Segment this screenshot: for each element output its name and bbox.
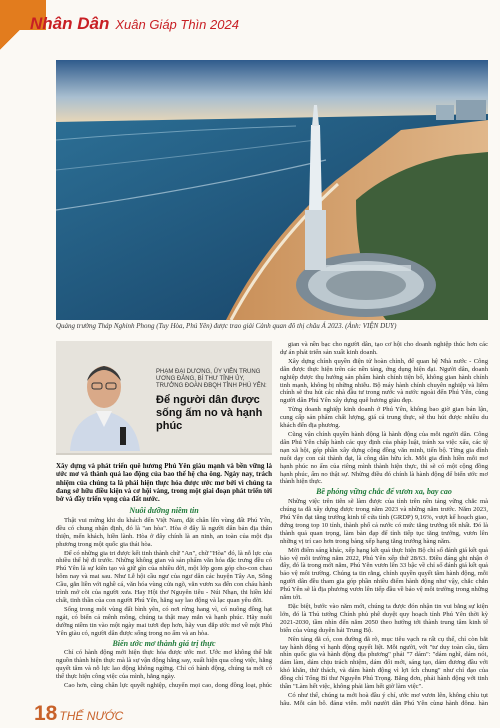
- section-heading: Biến ước mơ thành giá trị thực: [112, 638, 216, 648]
- paragraph: Sống trong môi vùng đất bình yên, có nơi rừng hang vì, có nuông đồng hạt ngát, có biển cả mênh mông, chúng ta thật may mắn và hạnh phúc. Hãy nuôi dưỡng niềm tin vào một ngày mai tươi đẹp hơn, hãy vun đắp ước mơ về một Phú Yên giàu có, người dân được sống trong no ấm và an hòa.: [56, 605, 272, 637]
- interview-header: [56, 341, 272, 455]
- paragraph: Cũng vận chính quyền hành động là hành động của mỗi người dân. Công dân Phú Yên chấp hành các quy định của pháp luật, tránh xa việc xấu, các tệ nạn xã hội, góp phần xây dựng cộng đồng văn minh, tiến bộ. Từng gia đình nuôi dạy con cái thành đạt, là công dân hữu ích. Mỗi gia đình hiền mỗi mơ hạnh phúc no ấm của riêng mình thành hiện thực, thì sẽ có một cộng đồng hạnh phúc, ấm no thật sự. Những điều đó chính là hành động để biến ước mơ thành hiện thực.: [280, 430, 488, 486]
- lead-paragraph: Xây dựng và phát triển quê hương Phú Yên giàu mạnh và bền vững là ước mơ và thành quả lao động của bao thế hệ cha ông. Ngày nay, trách nhiệm của chúng ta là phải hiện thực hóa được ước mơ bởi vì chúng ta đang sở hữu điều kiện và cơ hội vàng, trong một giai đoạn phát triển tới bờ và đầy triển vọng của đất nước.: [56, 462, 272, 504]
- paragraph: Đặc biệt, bước vào năm mới, chúng ta được đón nhận tin vui bằng sự kiện lớn, đó là Thủ tướng Chính phủ phê duyệt quy hoạch tỉnh Phú Yên thời kỳ 2021-2030, tầm nhìn đến năm 2050 theo hướng tới thành trung tâm kinh tế biển của vùng duyên hải Trung Bộ.: [280, 603, 488, 634]
- paragraph: Để có những gia tri được kết tinh thành chữ "An", chữ "Hòa" đó, là nỗ lực của nhiều thế hệ đi trước. Những không gian và sản phẩm văn hóa đặc trưng đều có Phú Yên là sự kiên tạo và giữ gìn của nhiều đời, một lớp gom góp cho-con chau hôm nay và mai sau. Như Lễ hội cầu ngư của ngư dân các huyện Tây An, Sông Cầu, gắn liền với nghề cá, văn hóa vùng cửa ngõ, văn vươn xa đến con cháu hành trình mở cõi của người xưa. Hay Hội thơ Nguyên tiêu - Núi Nhạn, thi hiền khí chất, tinh thần của con người Phú Yên, hăng say lao động và lạc quan yêu đời.: [56, 549, 272, 604]
- section-heading: Nuôi dưỡng niềm tin: [129, 506, 199, 515]
- magazine-name: THẾ NƯỚC: [59, 709, 124, 723]
- brand-logo: Nhân Dân: [30, 14, 110, 33]
- interview-heading: [156, 369, 268, 433]
- edition-title: Xuân Giáp Thìn 2024: [115, 17, 239, 32]
- author-portrait: [62, 345, 146, 451]
- article-title: Để người dân được sống ấm no và hạnh phúc: [156, 394, 263, 432]
- paragraph: Thật vui mừng khi du khách đến Việt Nam, đặt chân lên vùng đất Phú Yên, đều có chung nhận định, đó là "an hòa". Hòa ở đây là người dân bản địa thân thiện, mến khách, hiền lành. Hòa ở đây chính là an ninh, an toàn của một địa phương trong một quốc gia thái hòa.: [56, 516, 272, 548]
- landscape-photo: [56, 60, 488, 320]
- paragraph: Cao hơn, cũng chân lực quyết nghiệp, chuyển mọi cao, dong đồng loạt, phúc: [64, 682, 272, 690]
- feature-photo: [56, 60, 488, 320]
- right-column: [280, 341, 488, 705]
- page-number: 18: [34, 702, 58, 725]
- paragraph: Xây dựng chính quyền điện tử hoàn chỉnh, để quan hệ Nhà nước - Công dân được thực hiện trên các nền tảng, ứng dụng hiện đại. Người dân, doanh nghiệp được thụ hưởng sản phẩm hành chính tiện bổ, không gian hành chính tinh mạnh, không bị những nhiễu. Bộ máy hành chính chuyên nghiệp và liêm chính sẽ thu hút các nhà đầu tư trong nước và nước ngoài đến Phú Yên, cùng người dân Phú Yên xây dựng quê hương giàu đẹp.: [280, 357, 488, 405]
- author-role: TRƯỞNG ĐOÀN ĐBQH TỈNH PHÚ YÊN:: [156, 383, 267, 389]
- paragraph: Chỉ có hành động mới hiện thực hóa được ước mơ. Ước mơ không thể bắt nguồn thành hiện thực mà là sự vận động hăng say, xuất hiện qua công việc, hằng quyết tâm và nỗ lực lao động không ngừng. Chỉ có hành động, chúng ta mới có thể thực hiện công việc của mình, hằng ngày.: [56, 649, 272, 681]
- masthead: [30, 14, 239, 34]
- paragraph: Từng doanh nghiệp kinh doanh ở Phú Yên, không bao giờ gian bán lận, cung cấp sản phẩm chất lượng, giá cả trung thực, sẽ thu hút được nhiều du khách đến địa phương.: [280, 406, 488, 430]
- section-heading: Bề phóng vững chắc để vươn xa, bay cao: [316, 487, 452, 497]
- page-footer: [34, 702, 123, 726]
- paragraph: gian và nền bạc cho người dân, tạo cơ hội cho doanh nghiệp thúc hơn các dự án phát triển sản xuất kinh doanh.: [280, 341, 488, 356]
- left-column: [56, 505, 272, 690]
- paragraph: Nên tảng đã có, con đường đã rõ, mục tiêu vạch ra rất cụ thể, chỉ còn bắt tay hành động vì hạnh động quyết liệt. Mỗi người, với "tư duy toàn cầu, tầm nhìn quốc gia và hành động địa phương" phải "7 dám": "dám nghĩ, dám nói, dám làm, dám chịu trách nhiệm, dám đổi mới, sáng tạo, dám đương đầu với khó khăn, thử thách, và dám hành động vì lợi ích chung" như chỉ đạo của đồng chí Tổng Bí thư Nguyễn Phú Trọng. Bằng đơn, phải hành động với tinh thần "Làm hết việc, không phải làm hết giờ làm việc".: [280, 635, 488, 691]
- paragraph: Những việc trên tiên sẽ làm được của tỉnh trên nền tảng vững chắc mà chúng ta đã xây dựng được trong năm 2023 và những năm trước. Năm 2023, Phú Yên đạt tăng trưởng kinh tế cửa tỉnh (GRDP) 9,16%, vượt kế hoạch giao, đứng trong top 10 tỉnh, thành phố cả nước có mức tăng trưởng tốt nhất. Đó là thành quả quan trọng, làm bàn đạp để tỉnh tiếp tục tăng trưởng, vươn lên những vị trí cao hơn trong bảng xếp hạng tăng trưởng hàng năm.: [280, 498, 488, 545]
- photo-caption: Quảng trường Tháp Nghinh Phong (Tuy Hòa, Phú Yên) được trao giải Cảnh quan đô thị châu Á 2023. (Ảnh: VIỆN DUY): [56, 322, 397, 330]
- paragraph: Có như thế, chúng ta mới hoà đầu ý chí, ước mơ vươn lên, không chìu tụt hậu. Mỗi cán bộ, đảng viên, mỗi người dân Phú Yên cùng hành động, hàn: [280, 691, 488, 705]
- paragraph: Mời điểm sáng khác, xếp hạng kết quả thực hiện Bộ chỉ số đánh giá kết quả bảo vệ môi trường năm 2022, Phú Yên xếp thứ 28/63. Điều đáng ghi nhận ở đây, đó là trong mới năm, Phú Yên vươn lên 33 bậc về chỉ số đánh giá kết quả bảo vệ môi trường. Chúng ta tin rằng, chính quyền quyết tâm hành động, mỗi người dân đều tham gia góp phần nhiều điểm hành động như vậy, chắc chắn Phú Yên sẽ là địa phương vươn lên tiếp đầu về bảo vệ môi trường trong những năm tới.: [280, 546, 488, 602]
- author-name: PHẠM ĐẠI DƯƠNG, ỦY VIÊN TRUNG ƯƠNG ĐẢNG, BÍ THƯ TỈNH ỦY,: [156, 369, 261, 382]
